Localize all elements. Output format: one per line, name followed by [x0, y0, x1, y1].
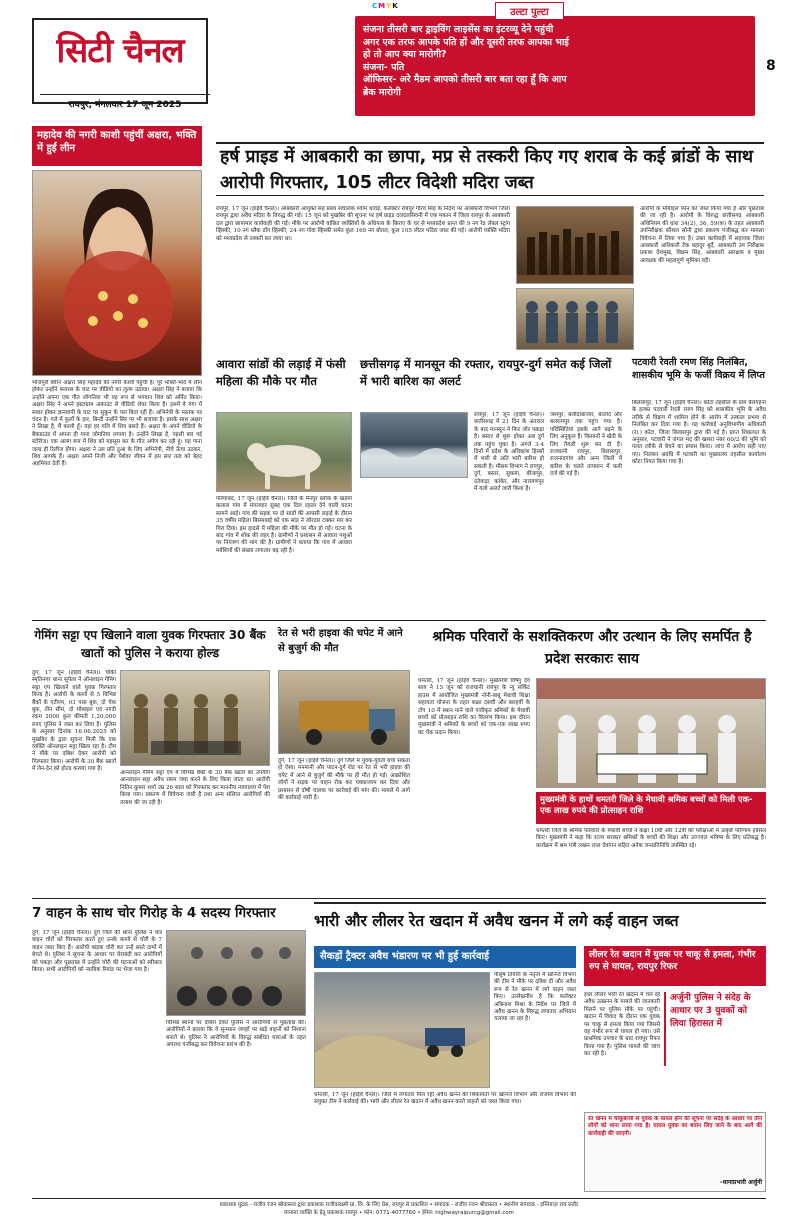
sand-hywa-body: दुर्ग, 17 जून (हाईवे चैनल)। दुर्ग जिले में युवक-युवती बचा सकता हो ऐसा। मनमानी और पाटन-दुर्ग रोड पर रेत से भरी हाइवा की चपेट में आने से बुजुर्ग की मौके पर ही मौत हो गई। आक्रोशित लोगों ने सड़क पर वाहन रोक कर चक्काजाम कर दिया और प्रशासन से दोषी चालक पर कार्रवाई की मांग की। मामले में आगे की कार्रवाई जारी है।	[278, 758, 410, 802]
monsoon-right-body: जशपुर, बलौदाबाजार, बालोद और बलरामपुर तक पहुंच गया है। परिस्थितियां इसके आगे बढ़ने के लिए अनुकूल हैं। किसानों ने खेती के लिए तैयारी शुरू कर दी है। राजधानी रायपुर, बिलासपुर, राजनांदगांव और अन्य जिलों में बारिश के चलते तापमान में कमी दर्ज की गई है।	[550, 412, 622, 478]
cm-award-body: धमतरी जिले के श्रमिक परिवारों के मेधावी बच्चों ने कक्षा 10वीं और 12वीं की परीक्षाओं में उत्कृष्ट परिणाम हासिल किए। मुख्यमंत्री ने कहा कि राज्य सरकार श्रमिकों के बच्चों की शिक्षा और उज्ज्वल भविष्य के लिए प्रतिबद्ध है। कार्यक्रम में श्रम मंत्री लखन लाल देवांगन सहित अनेक जनप्रतिनिधि उपस्थित रहे।	[536, 828, 766, 849]
excise-side-body: आरोपी के मोबाइल फोन को जब्त किया गया है और पूछताछ की जा रही है। आरोपी के विरुद्ध छत्तीसगढ़ आबकारी अधिनियम की धारा 34(2), 36, 59(क) के तहत आबकारी उपनिरीक्षक कौशल सोनी द्वारा प्रकरण पंजीबद्ध कर मामला विवेचना में लिया गया है। उक्त कार्यवाही में सहायक जिला आबकारी अधिकारी टेक बहादुर बुर्दे, आबकारी उप निरीक्षक प्रकाश देशमुख, विक्रम सिंह, आबकारी आरक्षक व मुख्य आरक्षक की महत्वपूर्ण भूमिका रही।	[640, 206, 764, 264]
monsoon-headline: छत्तीसगढ़ में मानसून की रफ्तार, रायपुर-दुर्ग समेत कई जिलों में भारी बारिश का अलर्ट	[360, 357, 612, 388]
thieves-body: दुर्ग, 17 जून (हाईवे चैनल)। दुर्ग जिले की थाना पुलिस ने चार वाहन चोरों को गिरफ्तार करते हुए उनके कब्जे से चोरी के 7 वाहन जब्त किए हैं। आरोपी बाइक चोरी कर उन्हें सस्ते दामों में बेचते थे। पुलिस ने सूचना के आधार पर घेराबंदी कर आरोपियों को पकड़ा और पूछताछ में उन्होंने चोरी की घटनाओं को स्वीकार किया। सभी आरोपियों को न्यायिक रिमांड पर भेजा गया है।	[32, 930, 162, 974]
ulta-pulta-box	[355, 7, 755, 116]
cmyk-marker: CMYK	[372, 2, 399, 10]
cm-award-headline-box	[536, 792, 766, 824]
ulta-pulta-header: उल्टा पुल्टा	[495, 2, 564, 20]
masthead	[32, 18, 208, 104]
woman-portrait-icon	[33, 171, 202, 376]
sand-bull-headline: आवारा सांडों की लड़ाई में फंसी महिला की मौके पर मौत	[216, 357, 346, 388]
excise-photo-1	[516, 206, 634, 284]
sand-bull-body: गरियाबंद, 17 जून (हाईवे चैनल)। जिले के मैनपुर ब्लॉक के खडमा कलाल गांव में मंगलवार सुबह एक दिल दहला देने वाली घटना सामने आई। गांव की सड़क पर दो सांडों की आपसी लड़ाई के दौरान 35 वर्षीय महिला बिसमबाई को एक सांड ने जोरदार टक्कर मार कर गिरा दिया। इस हादसे में महिला की मौके पर मौत हो गई। घटना के बाद गांव में शोक की लहर है। ग्रामीणों ने प्रशासन से आवारा पशुओं पर नियंत्रण की मांग की है। ग्रामीणों ने बताया कि गांव में आवारा मवेशियों की संख्या लगातार बढ़ रही है।	[216, 496, 352, 554]
akshara-photo	[32, 170, 202, 376]
arjuni-headline-box	[584, 946, 766, 986]
akshara-headline-box	[32, 126, 202, 166]
arjuni-headline: लीलर रेत खदान में युवक पर चाकू से हमला, गंभीर रुप से घायल, रायपुर रिफर	[589, 950, 756, 972]
patwari-headline: पटवारी रेवती रमण सिंह निलंबित, शासकीय भूमि के फर्जी विक्रय में लिप्त	[632, 357, 765, 381]
ulta-pulta-line: संजना तीसरी बार ड्राइविंग लाइसेंस का इंटरव्यू देने पहुंची	[363, 24, 554, 35]
footer-line: मान्यता व्यक्ति के हेतु प्रकाशक रायपुर • फोन: 0771-4077760 • ईमेल: highwayraipurcg@gmail.com	[284, 1210, 514, 1216]
masthead-title: सिटी चैनल	[56, 31, 184, 71]
labour-headline: श्रमिक परिवारों के सशक्तिकरण और उत्थान के लिए समर्पित है प्रदेश सरकारः साय	[432, 629, 752, 667]
sand-hywa-photo	[278, 670, 410, 754]
footer-line: प्रकाशक मुद्रक - राजीव रंजन श्रीवास्तव द्वारा प्रकाशक राजीवलक्ष्मी प्रा. लि. के लिए प्रेस, रायपुर से प्रकाशित • संपादक - राजीव रंजन श्रीवास्तव • स्थानीय संपादक - इम्तियाज़ राय राठौर	[219, 1202, 579, 1208]
bull-icon	[217, 413, 352, 492]
police-group-icon	[121, 671, 270, 766]
excise-headline: हर्ष प्राइड में आबकारी का छापा, मप्र से तस्करी किए गए शराब के कई ब्रांडों के साथ आरोपी गिरफ्तार, 105 लीटर विदेशी मदिरा जब्त	[216, 142, 764, 196]
dateline: रायपुर, मंगलवार 17 जून 2025	[40, 94, 210, 110]
ceremony-group-icon	[537, 679, 766, 788]
illegal-sand-right-body: पीसूष तिवारी के नेतृत्व में खनिज विभाग की टीम ने मौके पर दबिश दी और अवैध रूप से रेत खनन में लगे वाहन जब्त किए। उल्लेखनीय है कि कलेक्टर अबिनाश मिश्रा के निर्देश पर जिले में अवैध खनन के विरुद्ध लगातार अभियान चलाया जा रहा है।	[494, 972, 576, 1023]
arjuni-quote-box	[584, 1112, 766, 1192]
arjuni-sidebar: अर्जुनी पुलिस ने संदेह के आधार पर 3 युवकों को लिया हिरासत में	[664, 992, 766, 1066]
monsoon-photo	[360, 412, 468, 478]
monsoon-body: रायपुर, 17 जून (हाईवे चैनल)। छत्तीसगढ़ में 21 दिन के अंतराल के बाद मानसून ने फिर जोर पकड़ा है। बस्तर से शुरू होकर अब दुर्ग तक पहुंच चुका है। अगले 3-4 दिनों में प्रदेश के अधिकांश हिस्सों में भारी से अति भारी बारिश हो सकती है। मौसम विभाग ने रायपुर, दुर्ग, बस्तर, सुकमा, बीजापुर, दंतेवाड़ा, कांकेर, और नारायणपुर में यलो अलर्ट जारी किया है।	[474, 412, 544, 493]
liquor-bottles-icon	[517, 207, 634, 284]
footer	[32, 1201, 766, 1221]
ulta-pulta-line: संजना- पति	[363, 61, 405, 73]
illegal-sand-headline: भारी और लीलर रेत खदान में अवैध खनन में लगे कई वाहन जब्त	[314, 902, 766, 942]
akshara-body: भोजपुरी क्वीन अक्षरा सिंह महादेव की नगरी काशी पहुंचीं हैं। पूरे भक्ति-भाव में लीन होकर उन्होंने बनारस के घाट पर वीडियो का लुत्फ उठाया। अक्षरा सिंह ने बताया कि उन्होंने अपना एक गीत जोगनिया भी यह रूप से भगवान शिव को अर्पित किया। अक्षरा सिंह ने अपने इंस्टाग्राम अकाउंट से वीडियो शेयर किया है। इसमें वे गंगा में सवार होकर ज्ञानवापी के घाट पर सुकून के पल बिता रही हैं। अभिनेत्री के मस्तक पर चंदन है। गले में फूलों के हार, बिन्दी उन्होंने सिर पर भी सजाया है। इसके साथ अक्षरा ने लिखा है, मैं काशी हूँ। यहां हर गलि में शिव बसते हैं। अक्षरा के अपने वीडियो के बैकग्राउंड में अपना ही गाना जोगनिया लगाया है। उन्होंने लिखा है, पहली बार गई स्टोरीज। एक अलग रूप में शिव को महसूस कर के गीत अर्पण कर रही हूं। यह गाना जल्द ही रिलीज होगा। अक्षरा ने उस प्रति दुआ के लिए अभिनेत्री, नीचे ऊँचा उठकर, शिव आपके हैं। अक्षरा अपने निजी और पेशेवर जीवन में इस सार तत्व को बेहद अहमियत देती हैं।	[32, 380, 202, 468]
gaming-headline: गेमिंग सट्टा एप खिलाने वाला युवक गिरफ्तार 30 बैंक खातों को पुलिस ने कराया होल्ड	[34, 628, 266, 660]
bikes-icon	[167, 931, 306, 1016]
truck-icon	[279, 671, 410, 754]
waves-icon	[361, 413, 468, 478]
sand-mine-icon	[315, 973, 490, 1088]
excise-body: रायपुर, 17 जून (हाईवे चैनल)। आबकारी आयुक्त सह प्रबंध संचालक श्याम धावड़े, कलेक्टर रायपुर गौरव सिंह के निर्देश पर आबकारी विभाग जिला रायपुर द्वारा अवैध मदिरा के विरुद्ध की गई। 15 जून को मुखबिर की सूचना पर हर्ष प्राइड दलदलसिवनी में एक मकान में जिला रायपुर के आबकारी दल द्वारा छापामार कार्यवाही की गई। मौके पर आरोपी वांछित व्यक्तियों के अधिपत्य के किराए के घर से मध्यप्रदेश प्रान्त की 9 नग रेड लेबल स्ट्रांग व्हिस्की, 10 नग ब्लैक डॉग व्हिस्की, 24 नग गोवा व्हिस्की समेत कुल 169 नग बोतल, कुल 105 लीटर मदिरा जब्त की गई। आरोपी व्यक्ति मदिरा को मध्यप्रदेश से तस्करी कर लाया था।	[216, 206, 510, 242]
gaming-body: दुर्ग, 17 जून (हाईवे चैनल)। चौकी स्मृतिनगर थाना सुपेला ने ऑनलाइन गेमिंग सट्टा एप खिलाने वाले युवक गिरफ्तार किया है। आरोपी के कब्जे से 5 विभिन्न बैंकों के एटीएम, 03 पास बुक, दो चेक बुक, तीन सीम, दो मोबाइल एवं नगदी रकम 2000 कुल कीमती 1,20,000 रुपए पुलिस ने जब्त कर लिया है। पुलिस के अनुसार दिनांक 16.06.2025 को मुखबिर के द्वारा सूचना मिली कि एक व्यक्ति ऑनलाइन सट्टा खिला रहा है। टीम ने मौके पर दबिश देकर आरोपी को गिरफ्तार किया। आरोपी के 30 बैंक खातों में लेन-देन को होल्ड कराया गया है।	[32, 670, 116, 773]
patwari-body: बिलासपुर, 17 जून (हाईवे चैनल)। कोटा तहसील के ग्राम बेलगहना के हल्का पटवारी रेवती रमण सिंह को शासकीय भूमि के अवैध तरीके से विक्रय में शामिल होने के आरोप में तत्काल प्रभाव से निलंबित कर दिया गया है। यह कार्रवाई अनुविभागीय अधिकारी (रा.) कोटा, जिला बिलासपुर द्वारा की गई है। प्राप्त शिकायत के अनुसार, पटवारी ने जंगल मद की खसरा नंबर 60/2 की भूमि को गलत तरीके से बेचने का प्रयास किया। जांच में आरोप सही पाए गए। निलंबन अवधि में पटवारी का मुख्यालय तहसील कार्यालय कोटा नियत किया गया है।	[632, 400, 766, 466]
illegal-sand-body: धमतरी, 17 जून (हाईवे चैनल)। जिले में लगातार मिल रही अवैध खनन की शिकायतों पर खनिज विभाग और राजस्व विभाग की संयुक्त टीम ने कार्रवाई की। भारी और लीलर रेत खदान में अवैध खनन करते वाहनों को जब्त किया गया।	[314, 1092, 576, 1106]
thieves-headline: 7 वाहन के साथ चोर गिरोह के 4 सदस्य गिरफ्तार	[32, 905, 276, 921]
divider	[32, 898, 766, 899]
sand-hywa-headline: रेत से भरी हाइवा की चपेट में आने से बुजुर्ग की मौत	[278, 628, 403, 654]
page-number: 8	[766, 58, 776, 74]
arjuni-quote: रेत खनन में चाकूबाजी से युवक के घायल होने की सूचना पर संदेह के आधार पर तीन लोगों को थाना लाया गया है। घायल युवक का बयान लिए जाने के बाद आगे की कार्यवाही की जाएगी।	[588, 1116, 762, 1137]
labour-photo	[536, 678, 766, 788]
illegal-sand-subheadline-box	[314, 946, 576, 968]
thieves-second-body: विभिन्न स्थानों पर दबिश देकर पुलिस ने आरोपियों से पूछताछ की। आरोपियों ने बताया कि वे सुनसान जगहों पर खड़े वाहनों को निशाना बनाते थे। पुलिस ने आरोपियों के विरुद्ध संबंधित धाराओं के तहत अपराध पंजीबद्ध कर विवेचना प्रारंभ की है।	[166, 1020, 306, 1049]
divider	[32, 1198, 766, 1199]
officers-group-icon	[517, 289, 634, 350]
akshara-headline: महादेव की नगरी काशी पहुंचीं अक्षरा, भक्ति में हुईं लीन	[37, 130, 197, 154]
labour-body: धमतरी, 17 जून (हाईवे चैनल)। मुख्यमंत्री विष्णु देव साय ने 15 जून को राजधानी रायपुर के न्यू सर्किट हाउस में आयोजित मुख्यमंत्री नोनी-बाबू मेधावी शिक्षा सहायता योजना के तहत कक्षा दसवीं और बारहवीं के टॉप 10 में स्थान पाने वाले पंजीकृत श्रमिकों के मेधावी बच्चों को प्रोत्साहन राशि का वितरण किया। इस दौरान मुख्यमंत्री ने श्रमिकों के बच्चों को एक-एक लाख रुपए का चेक प्रदान किया।	[418, 678, 530, 736]
ulta-pulta-line: अगर एक तरफ आपके पति हों और दूसरी तरफ आपका भाई	[363, 36, 569, 48]
thieves-photo	[166, 930, 306, 1016]
ulta-pulta-line: ब्रेक मारोगी	[363, 86, 401, 98]
sand-bull-photo	[216, 412, 352, 492]
ulta-pulta-line: ऑफिसर- अरे मैडम आपको तीसरी बार बता रहा हूँ कि आप	[363, 74, 567, 86]
cm-award-headline: मुख्यमंत्री के हाथों धमतरी जिले के मेधावी श्रमिक बच्चों को मिली एक-एक लाख रुपये की प्रोत्साहन राशि	[540, 794, 753, 815]
arjuni-quote-byline: -थानाप्रभारी अर्जुनी	[720, 1179, 762, 1186]
gaming-second-body: आनलाइन गेमिंग सट्टा एप में विभिन्न बैंकों के 30 बैंक खातों का उपयोग आनलाइन सट्टा अवैध रकम जमा करने के लिए किया जाता था। आरोपी नितिन कुमार शर्मा उम्र 26 साल को गिरफ्तार कर माननीय न्यायालय में पेश किया गया। प्रकरण में विवेचना जारी है तथा अन्य संलिप्त आरोपियों की तलाश की जा रही है।	[120, 770, 270, 806]
ulta-pulta-line: हो तो आप क्या मारोगी?	[363, 49, 447, 61]
illegal-sand-subheadline: सैकड़ों ट्रैक्टर अवैध भंडारण पर भी हुई कार्रवाई	[320, 951, 490, 962]
arjuni-body: इधर लीलर भारी रेत खदान में चल रहे अवैध उत्खनन के मामले की जानकारी मिलने पर पुलिस मौके पर पहुंची। खदान में विवाद के दौरान एक युवक पर चाकू से हमला किया गया जिससे वह गंभीर रूप से घायल हो गया। उसे प्राथमिक उपचार के बाद रायपुर रिफर किया गया है। पुलिस मामले की जांच कर रही है।	[584, 992, 660, 1058]
illegal-sand-photo	[314, 972, 490, 1088]
excise-photo-2	[516, 288, 634, 350]
gaming-photo	[120, 670, 270, 766]
divider	[32, 620, 766, 621]
labour-body-continued	[418, 862, 530, 894]
